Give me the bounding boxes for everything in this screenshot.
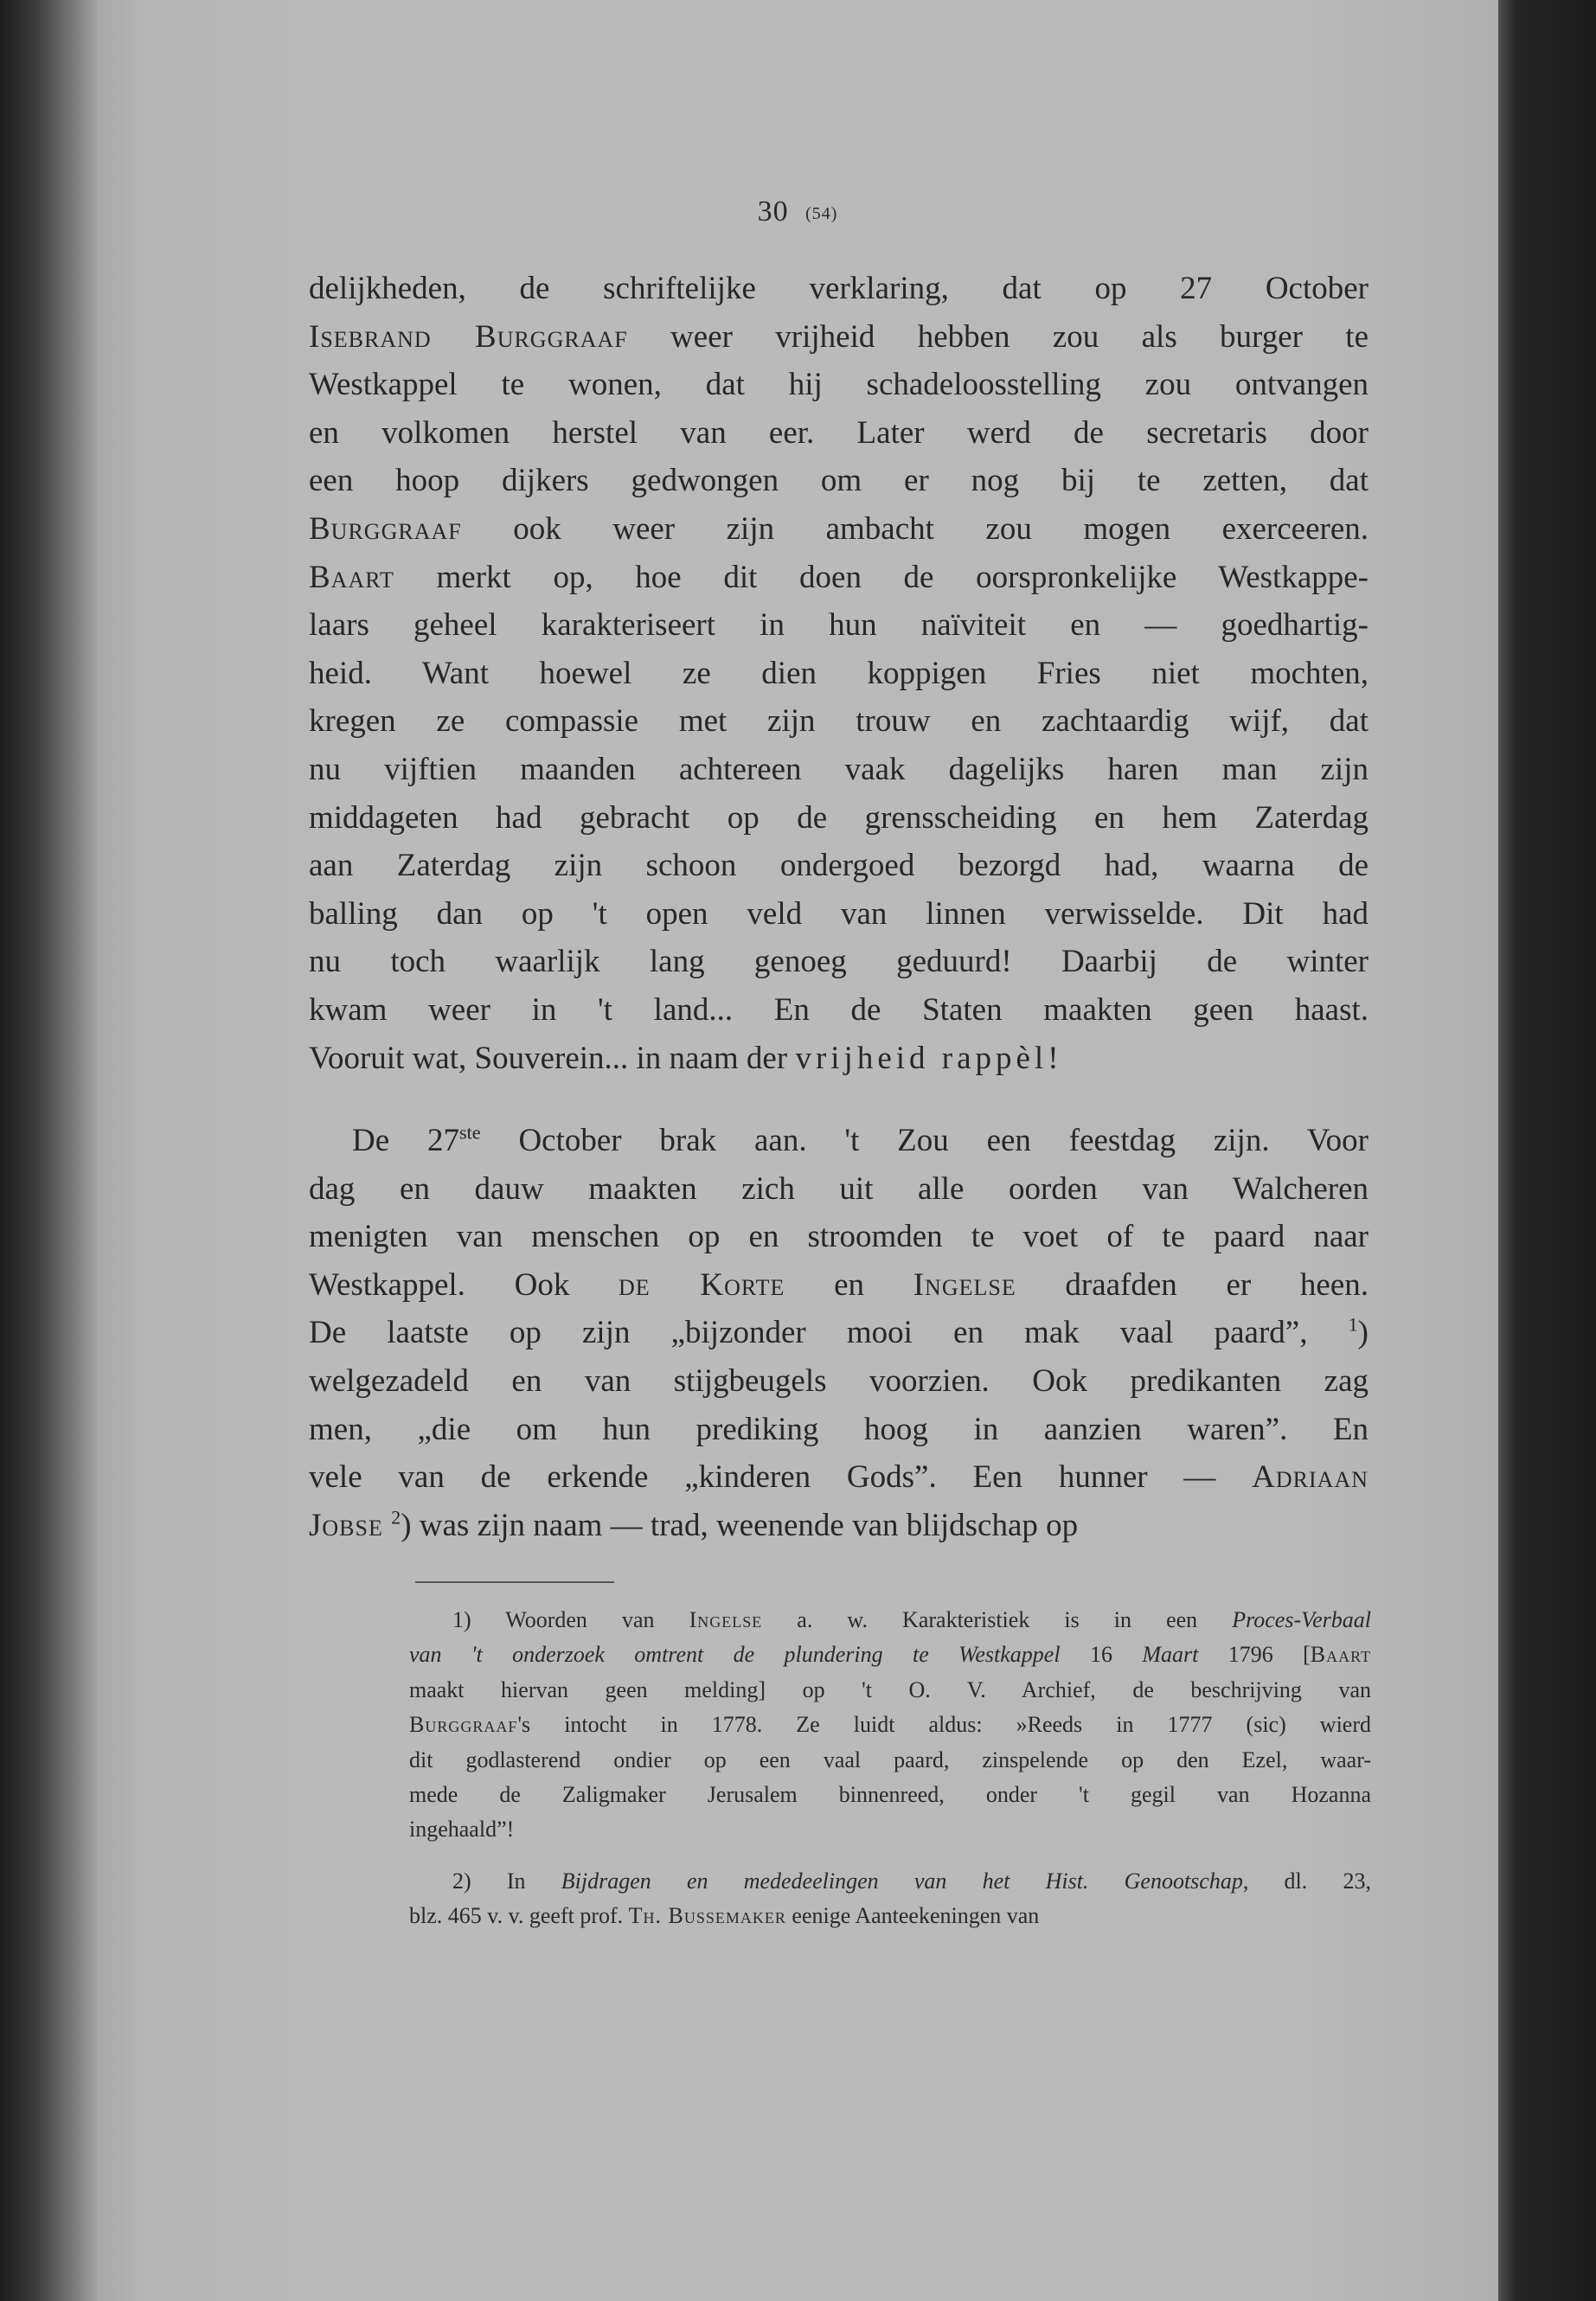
- page-number: 30: [757, 195, 789, 228]
- page-sub-number: (54): [805, 204, 838, 223]
- text-line: De 27ste October brak aan. 't Zou een feestdag zijn. Voor: [352, 1121, 1368, 1158]
- text-line: maakt hiervan geen melding] op 't O. V. Archief, de beschrijving van: [409, 1676, 1371, 1702]
- text-line: menigten van menschen op en stroomden te voet of te paard naar: [309, 1219, 1368, 1255]
- text-line: balling dan op 't open veld van linnen verwisselde. Dit had: [309, 895, 1368, 932]
- text-line: middageten had gebracht op de grensscheiding en hem Zaterdag: [309, 799, 1368, 836]
- scan-left-margin: [0, 0, 97, 2301]
- text-line: dag en dauw maakten zich uit alle oorden van Walcheren: [309, 1170, 1368, 1207]
- text-line: Vooruit wat, Souverein... in naam der vrijheid rappèl!: [309, 1040, 1063, 1076]
- text-line: van 't onderzoek omtrent de plundering te Westkappel 16 Maart 1796 [Baart: [409, 1642, 1371, 1668]
- text-line: kwam weer in 't land... En de Staten maakten geen haast.: [309, 991, 1368, 1028]
- footnote-1: [409, 1603, 1371, 1848]
- page-header: [97, 195, 1498, 228]
- text-line: een hoop dijkers gedwongen om er nog bij te zetten, dat: [309, 463, 1368, 499]
- text-line: ingehaald”!: [409, 1817, 515, 1843]
- text-line: De laatste op zijn „bijzonder mooi en mak vaal paard”, $^1$): [309, 1314, 1368, 1351]
- text-line: laars geheel karakteriseert in hun naïviteit en — goedhartig-: [309, 607, 1368, 644]
- text-line: welgezadeld en van stijgbeugels voorzien. Ook predikanten zag: [309, 1362, 1368, 1399]
- paragraph-1: [309, 265, 1368, 1082]
- text-line: Burggraaf's intocht in 1778. Ze luidt aldus: »Reeds in 1777 (sic) wierd: [409, 1712, 1371, 1738]
- paragraph-2: [309, 1117, 1368, 1549]
- text-line: kregen ze compassie met zijn trouw en zachtaardig wijf, dat: [309, 703, 1368, 740]
- text-line: Westkappel. Ook de Korte en Ingelse draafden er heen.: [309, 1266, 1369, 1303]
- text-line: nu toch waarlijk lang genoeg geduurd! Daarbij de winter: [309, 944, 1368, 980]
- text-line: delijkheden, de schriftelijke verklaring, dat op 27 October: [309, 271, 1368, 306]
- text-line: Jobse $^2$) was zijn naam — trad, weenende van blijdschap op: [309, 1506, 1079, 1543]
- text-line: blz. 465 v. v. geeft prof. Th. Bussemaker eenige Aanteekeningen van: [409, 1903, 1040, 1929]
- text-line: dit godlasterend ondier op een vaal paard, zinspelende op den Ezel, waar-: [409, 1747, 1371, 1772]
- text-line: men, „die om hun prediking hoog in aanzien waren”. En: [309, 1411, 1368, 1447]
- scan-right-margin: [1498, 0, 1596, 2301]
- text-line: Westkappel te wonen, dat hij schadeloosstelling zou ontvangen: [309, 367, 1368, 403]
- text-line: aan Zaterdag zijn schoon ondergoed bezorgd had, waarna de: [309, 848, 1368, 884]
- footnote-2: [409, 1864, 1371, 1934]
- text-line: heid. Want hoewel ze dien koppigen Fries niet mochten,: [309, 655, 1368, 691]
- text-line: 1) Woorden van Ingelse a. w. Karakteristiek is in een Proces-Verbaal: [452, 1607, 1371, 1632]
- text-line: mede de Zaligmaker Jerusalem binnenreed, onder 't gegil van Hozanna: [409, 1781, 1371, 1807]
- text-line: Baart merkt op, hoe dit doen de oorspronkelijke Westkappe-: [309, 559, 1368, 595]
- text-line: nu vijftien maanden achtereen vaak dagelijks haren man zijn: [309, 751, 1368, 787]
- text-line: Isebrand Burggraaf weer vrijheid hebben zou als burger te: [309, 318, 1368, 355]
- footnote-separator: [415, 1581, 614, 1583]
- text-line: en volkomen herstel van eer. Later werd de secretaris door: [309, 414, 1368, 451]
- text-line: vele van de erkende „kinderen Gods”. Een hunner — Adriaan: [309, 1459, 1368, 1496]
- text-line: Burggraaf ook weer zijn ambacht zou mogen exerceeren.: [309, 510, 1368, 547]
- text-line: 2) In Bijdragen en mededeelingen van het Hist. Genootschap, dl. 23,: [452, 1868, 1371, 1894]
